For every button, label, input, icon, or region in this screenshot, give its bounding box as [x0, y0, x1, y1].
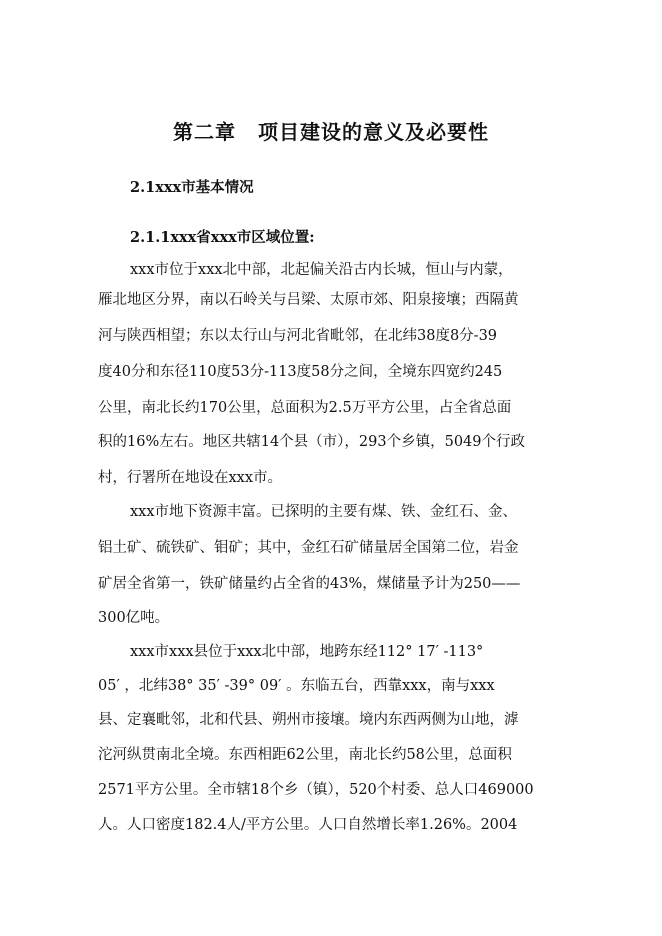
paragraph-line: 矿居全省第一，铁矿储量约占全省的43%，煤储量予计为250——	[98, 576, 521, 592]
chapter-number: 第二章	[173, 120, 236, 144]
paragraph-line: 300亿吨。	[98, 610, 170, 626]
paragraph-line: xxx市xxx县位于xxx北中部，地跨东经112° 17′ -113°	[130, 644, 484, 660]
paragraph-line: 05′ ，北纬38° 35′ -39° 09′ 。东临五台，西靠xxx，南与xxx	[98, 678, 495, 694]
paragraph-line: 县、定襄毗邻，北和代县、朔州市接壤。境内东西两侧为山地，滹	[98, 712, 519, 728]
chapter-title	[0, 116, 662, 145]
chapter-title-text: 项目建设的意义及必要性	[258, 120, 489, 144]
paragraph-line: 积的16%左右。地区共辖14个县（市），293个乡镇，5049个行政	[98, 434, 526, 450]
paragraph-line: 2571平方公里。全市辖18个乡（镇），520个村委、总人口469000	[98, 782, 534, 798]
paragraph-line: xxx市地下资源丰富。已探明的主要有煤、铁、金红石、金、	[130, 504, 518, 520]
paragraph-line: 铝土矿、硫铁矿、钼矿；其中，金红石矿储量居全国第二位，岩金	[98, 540, 519, 556]
paragraph-line: 村，行署所在地设在xxx市。	[98, 470, 283, 486]
paragraph-line: 雁北地区分界，南以石岭关与吕梁、太原市郊、阳泉接壤；西隔黄	[98, 292, 519, 308]
paragraph-line: 河与陕西相望；东以太行山与河北省毗邻，在北纬38度8分-39	[98, 328, 498, 344]
section-heading-2-1: 2.1xxx市基本情况	[130, 179, 254, 196]
paragraph-line: 人。人口密度182.4人/平方公里。人口自然增长率1.26%。2004	[98, 817, 518, 833]
section-heading-2-1-1: 2.1.1xxx省xxx市区域位置:	[130, 229, 315, 246]
paragraph-line: 公里，南北长约170公里，总面积为2.5万平方公里，占全省总面	[98, 400, 512, 416]
paragraph-line: 沱河纵贯南北全境。东西相距62公里，南北长约58公里，总面积	[98, 747, 512, 763]
paragraph-line: xxx市位于xxx北中部，北起偏关沿古内长城，恒山与内蒙，	[130, 262, 513, 278]
paragraph-line: 度40分和东径110度53分-113度58分之间，全境东四宽约245	[98, 364, 503, 380]
